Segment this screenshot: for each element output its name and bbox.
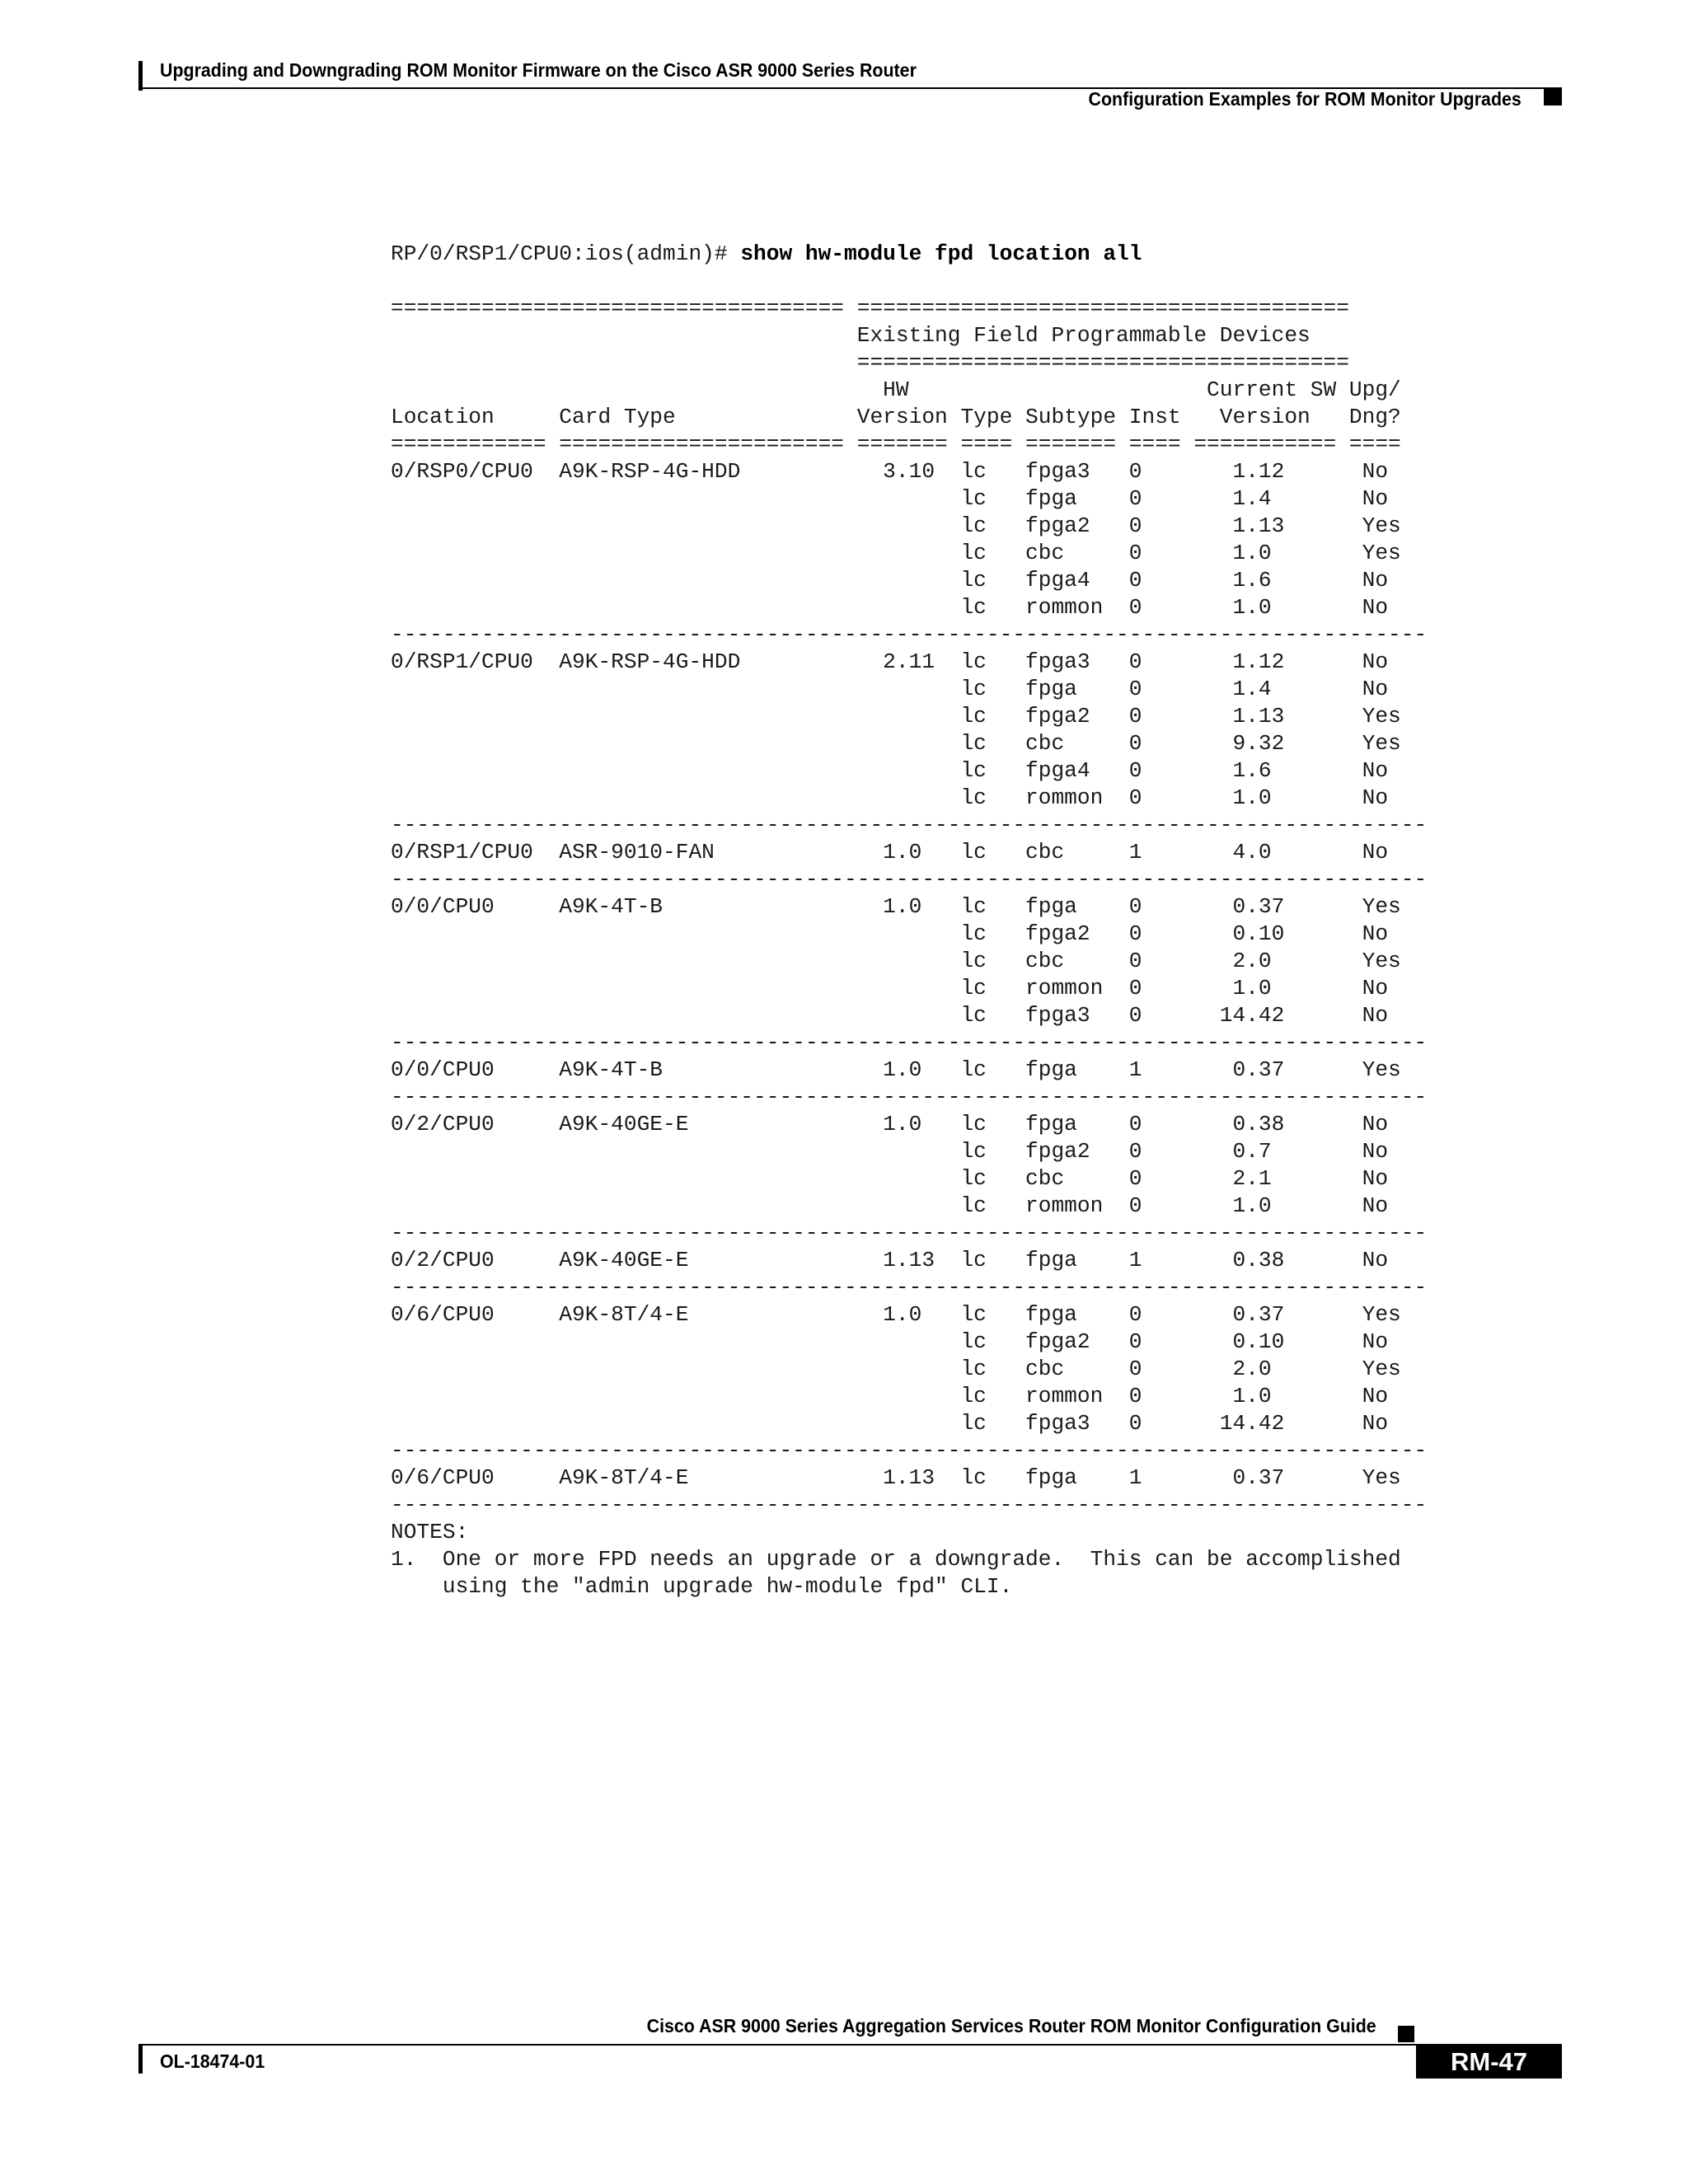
chapter-title: Upgrading and Downgrading ROM Monitor Firmware on the Cisco ASR 9000 Series Router	[160, 59, 917, 81]
guide-title: Cisco ASR 9000 Series Aggregation Services Router ROM Monitor Configuration Guide	[646, 2015, 1376, 2036]
doc-number: OL-18474-01	[160, 2050, 265, 2072]
cli-command: show hw-module fpd location all	[740, 241, 1142, 266]
cli-output-block	[391, 241, 1427, 1601]
header-left-bar	[138, 61, 143, 91]
cli-fpd-table: =================================== ====================================== Existing Field Programmable Devices ====================================== HW Current SW Upg/ Location Card Type Version Type Subtype Inst Version Dng? ============ ====================== ======= ==== ======= ==== =========== ==== 0/RSP0/CPU0 A9K-RSP-4G-HDD 3.10 lc fpga3 0 1.12 No lc fpga 0 1.4 No lc fpga2 0 1.13 Yes lc cbc 0 1.0 Yes lc fpga4 0 1.6 No lc rommon 0 1.0 No -------------------------------------------------------------------------------- 0/RSP1/CPU0 A9K-RSP-4G-HDD 2.11 lc fpga3 0 1.12 No lc fpga 0 1.4 No lc fpga2 0 1.13 Yes lc cbc 0 9.32 Yes lc fpga4 0 1.6 No lc rommon 0 1.0 No -------------------------------------------------------------------------------- 0/RSP1/CPU0 ASR-9010-FAN 1.0 lc cbc 1 4.0 No -------------------------------------------------------------------------------- 0/0/CPU0 A9K-4T-B 1.0 lc fpga 0 0.37 Yes lc fpga2 0 0.10 No lc cbc 0 2.0 Yes lc rommon 0 1.0 No lc fpga3 0 14.42 No -------------------------------------------------------------------------------- 0/0/CPU0 A9K-4T-B 1.0 lc fpga 1 0.37 Yes -------------------------------------------------------------------------------- 0/2/CPU0 A9K-40GE-E 1.0 lc fpga 0 0.38 No lc fpga2 0 0.7 No lc cbc 0 2.1 No lc rommon 0 1.0 No -------------------------------------------------------------------------------- 0/2/CPU0 A9K-40GE-E 1.13 lc fpga 1 0.38 No -------------------------------------------------------------------------------- 0/6/CPU0 A9K-8T/4-E 1.0 lc fpga 0 0.37 Yes lc fpga2 0 0.10 No lc cbc 0 2.0 Yes lc rommon 0 1.0 No lc fpga3 0 14.42 No -------------------------------------------------------------------------------- 0/6/CPU0 A9K-8T/4-E 1.13 lc fpga 1 0.37 Yes -------------------------------------------------------------------------------- NOTES: 1. One or more FPD needs an upgrade or a downgrade. This can be accomplished using the "admin upgrade hw-module fpd" CLI.	[391, 296, 1428, 1599]
page-number: RM-47	[1416, 2046, 1562, 2079]
footer-square-marker	[1398, 2026, 1414, 2042]
section-title: Configuration Examples for ROM Monitor Upgrades	[1088, 88, 1522, 110]
header-square-marker	[1544, 87, 1562, 105]
footer-left-bar	[138, 2046, 143, 2074]
cli-prompt: RP/0/RSP1/CPU0:ios(admin)#	[391, 241, 741, 266]
footer-rule	[138, 2044, 1562, 2046]
